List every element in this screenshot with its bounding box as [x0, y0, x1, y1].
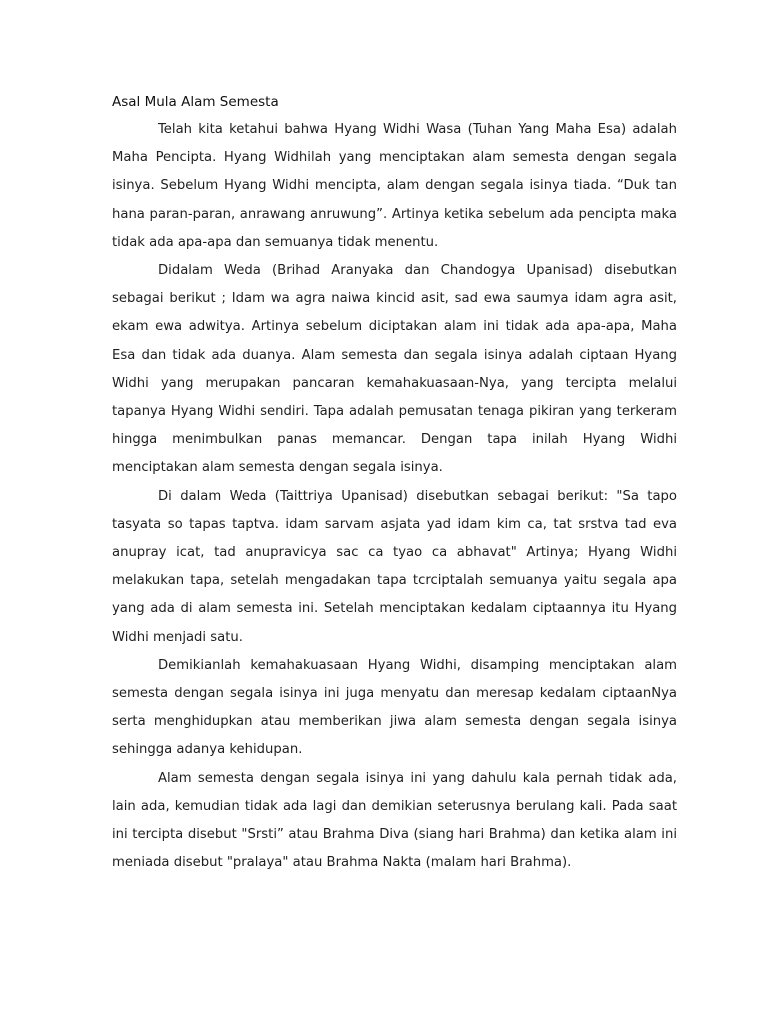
paragraph-4: Demikianlah kemahakuasaan Hyang Widhi, disamping menciptakan alam semesta dengan segala isinya ini juga menyatu dan meresap kedalam ciptaanNya serta menghidupkan atau memberikan jiwa alam semesta dengan segala isinya sehingga adanya kehidupan. [112, 657, 677, 758]
paragraph-2: Didalam Weda (Brihad Aranyaka dan Chandogya Upanisad) disebutkan sebagai berikut ; Idam wa agra naiwa kincid asit, sad ewa saumya idam agra asit, ekam ewa adwitya. Artinya sebelum diciptakan alam ini tidak ada apa-apa, Maha Esa dan tidak ada duanya. Alam semesta dan segala isinya adalah ciptaan Hyang Widhi yang merupakan pancaran kemahakuasaan-Nya, yang tercipta melalui tapanya Hyang Widhi sendiri. Tapa adalah pemusatan tenaga pikiran yang terkeram hingga menimbulkan panas memancar. Dengan tapa inilah Hyang Widhi menciptakan alam semesta dengan segala isinya. [112, 263, 677, 476]
paragraph-3: Di dalam Weda (Taittriya Upanisad) disebutkan sebagai berikut: "Sa tapo tasyata so tapas taptva. idam sarvam asjata yad idam kim ca, tat srstva tad eva anupray icat, tad anupravicya sac ca tyao ca abhavat" Artinya; Hyang Widhi melakukan tapa, setelah mengadakan tapa tcrciptalah semuanya yaitu segala apa yang ada di alam semesta ini. Setelah menciptakan kedalam ciptaannya itu Hyang Widhi menjadi satu. [112, 488, 677, 645]
paragraph-1: Telah kita ketahui bahwa Hyang Widhi Wasa (Tuhan Yang Maha Esa) adalah Maha Pencipta. Hyang Widhilah yang menciptakan alam semesta dengan segala isinya. Sebelum Hyang Widhi mencipta, alam dengan segala isinya tiada. “Duk tan hana paran-paran, anrawang anruwung”. Artinya ketika sebelum ada pencipta maka tidak ada apa-apa dan semuanya tidak menentu. [112, 122, 677, 250]
document-title: Asal Mula Alam Semesta [112, 94, 279, 110]
document-body [112, 88, 677, 877]
paragraph-5: Alam semesta dengan segala isinya ini yang dahulu kala pernah tidak ada, lain ada, kemudian tidak ada lagi dan demikian seterusnya berulang kali. Pada saat ini tercipta disebut "Srsti” atau Brahma Diva (siang hari Brahma) dan ketika alam ini meniada disebut "pralaya" atau Brahma Nakta (malam hari Brahma). [112, 770, 677, 871]
